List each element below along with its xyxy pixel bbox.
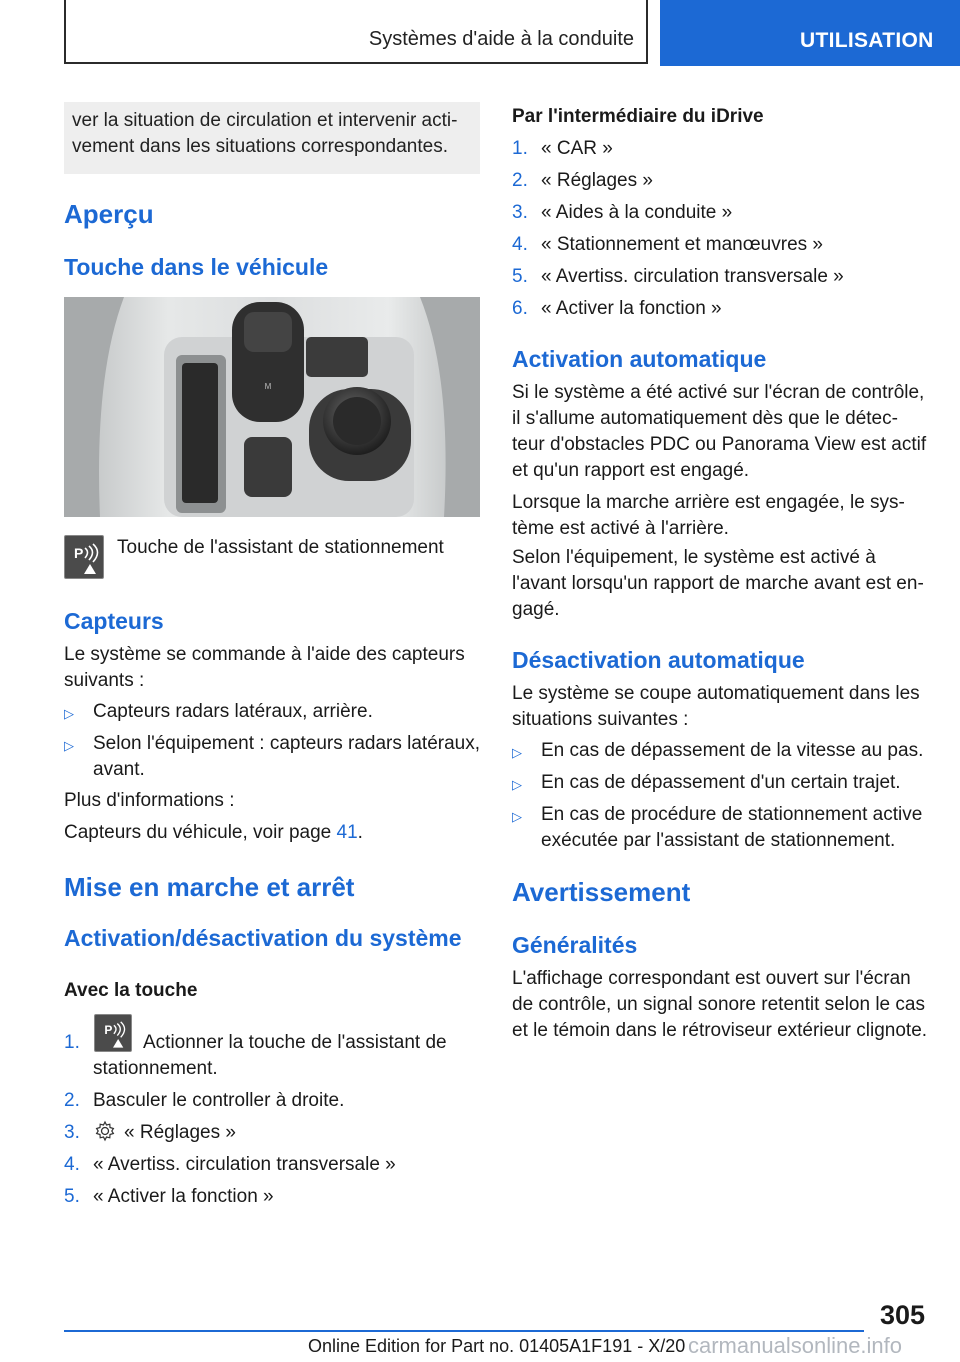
activation-title: Activation/désactivation du système — [64, 925, 462, 951]
edition-text: Online Edition for Part no. 01405A1F191 - X/20 — [308, 1336, 686, 1356]
idrive-step-number: 1. — [512, 138, 528, 159]
watermark: carmanualsonline.info — [688, 1333, 903, 1358]
auto-off-title: Désactivation automatique — [512, 647, 805, 673]
sensor-bullet: Selon l'équipement : capteurs radars latéraux, avant. — [93, 733, 481, 780]
general-title: Généralités — [512, 932, 638, 958]
note-text: ver la situation de circulation et intervenir acti-vement dans les situations correspondantes. — [72, 110, 458, 157]
button-title: Touche dans le véhicule — [64, 254, 329, 280]
step-number: 1. — [64, 1032, 80, 1053]
bullet-triangle-icon: ▷ — [64, 738, 74, 753]
chapter-tab-label: UTILISATION — [800, 29, 934, 52]
console-image — [64, 297, 480, 517]
sensors-intro: Le système se commande à l'aide des capteurs suivants : — [64, 644, 465, 691]
auto-on-p2: Lorsque la marche arrière est engagée, le sys-tème est activé à l'arrière. — [512, 492, 905, 539]
idrive-step-number: 5. — [512, 266, 528, 287]
page-link[interactable]: 41 — [336, 822, 358, 843]
svg-text:M: M — [264, 382, 272, 391]
warning-title: Avertissement — [512, 877, 691, 907]
auto-on-p1: Si le système a été activé sur l'écran de contrôle, il s'allume automatiquement dès que le détec-teur d'obstacles PDC ou Panorama View est actif et qu'un rapport est engagé. — [512, 382, 927, 481]
step-text: Actionner la touche de l'assistant de stationnement. — [93, 1032, 447, 1079]
console-illustration — [64, 297, 480, 517]
step-number: 3. — [64, 1122, 80, 1143]
bullet-triangle-icon: ▷ — [64, 706, 74, 721]
auto-off-bullet: En cas de procédure de stationnement active exécutée par l'assistant de stationnement. — [541, 804, 923, 851]
step-text: Basculer le controller à droite. — [93, 1090, 345, 1111]
step-number: 4. — [64, 1154, 80, 1175]
more-info: Plus d'informations : — [64, 790, 235, 811]
idrive-step-text: « Aides à la conduite » — [541, 202, 733, 223]
auto-on-title: Activation automatique — [512, 346, 767, 372]
chapter-tab[interactable] — [660, 0, 960, 66]
gear-icon — [94, 1120, 116, 1142]
idrive-step-text: « Activer la fonction » — [541, 298, 722, 319]
auto-off-bullet: En cas de dépassement d'un certain trajet. — [541, 772, 901, 793]
button-caption: Touche de l'assistant de stationnement — [117, 537, 444, 558]
svg-text:P: P — [74, 545, 84, 561]
parking-assistant-icon — [64, 535, 104, 579]
step-text: « Activer la fonction » — [93, 1186, 274, 1207]
general-text: L'affichage correspondant est ouvert sur l'écran de contrôle, un signal sonore retentit selon le cas et le témoin dans le rétroviseur extérieur clignote. — [512, 968, 928, 1041]
step-text: « Réglages » — [124, 1122, 236, 1143]
step-number: 5. — [64, 1186, 80, 1207]
idrive-step-text: « Avertiss. circulation transversale » — [541, 266, 844, 287]
page-number: 305 — [880, 1300, 926, 1330]
reference-line — [64, 820, 363, 846]
idrive-step-number: 4. — [512, 234, 528, 255]
svg-text:P: P — [104, 1022, 113, 1037]
idrive-step-number: 3. — [512, 202, 528, 223]
with-button-title: Avec la touche — [64, 980, 198, 1001]
idrive-step-text: « Réglages » — [541, 170, 653, 191]
auto-off-intro: Le système se coupe automatiquement dans les situations suivantes : — [512, 683, 920, 730]
idrive-title: Par l'intermédiaire du iDrive — [512, 106, 764, 127]
section-title: Systèmes d'aide à la conduite — [368, 28, 634, 50]
step-text: « Avertiss. circulation transversale » — [93, 1154, 396, 1175]
onoff-title: Mise en marche et arrêt — [64, 872, 355, 902]
idrive-step-number: 2. — [512, 170, 528, 191]
bullet-triangle-icon: ▷ — [512, 777, 522, 792]
note-box — [64, 102, 480, 174]
bullet-triangle-icon: ▷ — [512, 809, 522, 824]
bullet-triangle-icon: ▷ — [512, 745, 522, 760]
idrive-step-text: « CAR » — [541, 138, 613, 159]
reference-end: . — [357, 822, 363, 843]
auto-off-bullet: En cas de dépassement de la vitesse au pas. — [541, 740, 924, 761]
idrive-step-text: « Stationnement et manœuvres » — [541, 234, 823, 255]
overview-title: Aperçu — [64, 199, 154, 229]
sensors-title: Capteurs — [64, 608, 164, 634]
sensor-bullet: Capteurs radars latéraux, arrière. — [93, 701, 373, 722]
footer-line — [64, 1330, 864, 1332]
idrive-step-number: 6. — [512, 298, 528, 319]
reference-text: Capteurs du véhicule, voir page — [64, 822, 332, 843]
header-box — [64, 0, 648, 64]
auto-on-p3: Selon l'équipement, le système est activé à l'avant lorsqu'un rapport de marche avant est en-gagé. — [512, 547, 924, 620]
step-number: 2. — [64, 1090, 80, 1111]
